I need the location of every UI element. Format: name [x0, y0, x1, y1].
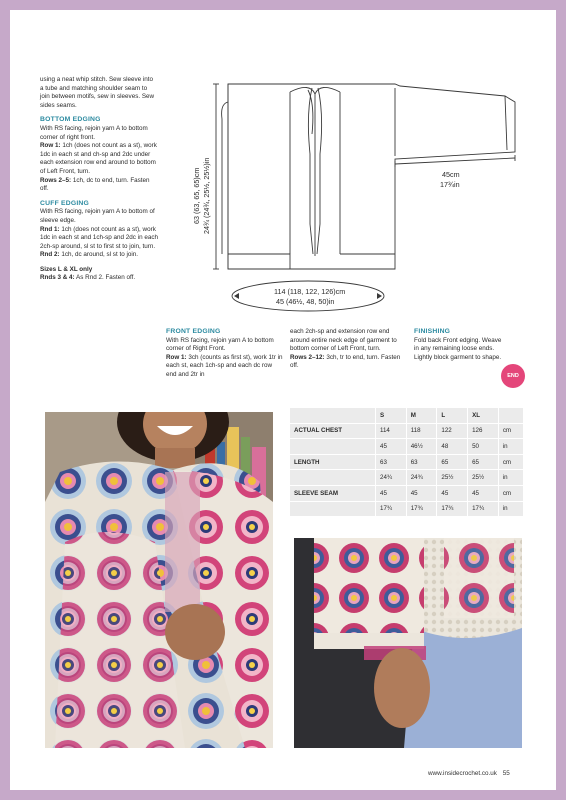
- pattern-column-4: [414, 328, 504, 362]
- table-cell: 48: [437, 439, 468, 454]
- table-cell: 46½: [407, 439, 438, 454]
- sizes-rnds: Rnds 3 & 4: As Rnd 2. Fasten off.: [40, 274, 136, 282]
- table-cell: 45: [407, 486, 438, 501]
- table-cell: 17¾: [407, 502, 438, 517]
- table-cell: in: [499, 502, 524, 517]
- sleeve-in-label: 17¾in: [440, 180, 460, 189]
- chest-in-label: 45 (46½, 48, 50)in: [276, 297, 335, 306]
- size-header-blank: [290, 408, 376, 423]
- pattern-column-2: [166, 328, 284, 380]
- table-cell: [290, 470, 376, 485]
- pattern-column-3: [290, 328, 408, 371]
- size-header-unit: [499, 408, 524, 423]
- front-edging-intro: With RS facing, rejoin yarn A to bottom corner of Right Front.: [166, 336, 274, 353]
- table-cell: 24¾: [407, 470, 438, 485]
- table-cell: ACTUAL CHEST: [290, 424, 376, 439]
- garment-schematic: [180, 74, 520, 319]
- table-cell: cm: [499, 486, 524, 501]
- table-row: [290, 486, 524, 501]
- table-cell: in: [499, 470, 524, 485]
- cuff-edging-rnd2: Rnd 2: 1ch, dc around, sl st to join.: [40, 251, 138, 259]
- chest-cm-label: 114 (118, 122, 126)cm: [274, 287, 346, 296]
- table-cell: 24¾: [376, 470, 407, 485]
- cuff-detail-photo: [294, 538, 522, 748]
- intro-text: using a neat whip stitch. Sew sleeve into a tube and matching shoulder seam to join between motifs, sew in sleeves. Sew sides seams.: [40, 76, 155, 109]
- bottom-edging-intro: With RS facing, rejoin yarn A to bottom corner of right front.: [40, 124, 148, 141]
- length-cm-label: 63 (63, 65, 65)cm: [192, 167, 201, 224]
- size-header-s: S: [376, 408, 407, 423]
- size-header-xl: XL: [468, 408, 499, 423]
- footer-url: www.insidecrochet.co.uk: [428, 770, 497, 777]
- table-cell: 65: [437, 455, 468, 470]
- table-cell: SLEEVE SEAM: [290, 486, 376, 501]
- end-badge: END: [501, 364, 525, 388]
- table-cell: cm: [499, 455, 524, 470]
- table-row: [290, 424, 524, 439]
- cuff-edging-rnd1: Rnd 1: 1ch (does not count as a st), work 1dc in each st and 1ch-sp and 2dc in each 2ch-sp around, sl st to first st to join, turn.: [40, 225, 158, 250]
- front-edging-heading: FRONT EDGING: [166, 328, 221, 335]
- table-cell: 63: [407, 455, 438, 470]
- magazine-page: [10, 10, 556, 790]
- sizes-label: Sizes L & XL only: [40, 265, 93, 273]
- table-cell: [290, 502, 376, 517]
- size-header-m: M: [407, 408, 438, 423]
- front-edging-row1: Row 1: 3ch (counts as first st), work 1tr in each st, each 1ch-sp and each dc row end and 2tr in: [166, 353, 283, 378]
- table-cell: 126: [468, 424, 499, 439]
- cuff-edging-intro: With RS facing, rejoin yarn A to bottom of sleeve edge.: [40, 208, 155, 224]
- table-cell: 45: [437, 486, 468, 501]
- table-cell: 114: [376, 424, 407, 439]
- table-cell: 45: [468, 486, 499, 501]
- table-cell: 65: [468, 455, 499, 470]
- length-in-label: 24¾ (24¾, 25½, 25½)in: [202, 157, 211, 234]
- model-photo-illustration: [45, 412, 273, 748]
- table-cell: 50: [468, 439, 499, 454]
- bottom-edging-row1: Row 1: 1ch (does not count as a st), work 1dc in each st and ch-sp and 2dc under each extension row end around to bottom of Left Front, turn.: [40, 142, 157, 175]
- page-number: 55: [502, 770, 510, 777]
- bottom-edging-rows: Rows 2–5: 1ch, dc to end, turn. Fasten off.: [40, 176, 150, 193]
- size-header-l: L: [437, 408, 468, 423]
- table-cell: 45: [376, 486, 407, 501]
- table-cell: in: [499, 439, 524, 454]
- table-cell: 17¾: [468, 502, 499, 517]
- cuff-photo-illustration: [294, 538, 522, 748]
- sleeve-cm-label: 45cm: [442, 170, 460, 179]
- table-cell: 17¾: [437, 502, 468, 517]
- table-cell: 25½: [437, 470, 468, 485]
- table-row: [290, 439, 524, 454]
- table-cell: cm: [499, 424, 524, 439]
- pattern-column-1: [40, 76, 158, 283]
- front-edging-continued: each 2ch-sp and extension row end around entire neck edge of garment to bottom corner of Left Front, turn.: [290, 328, 397, 353]
- watermark: PassionForum.ru: [466, 780, 541, 790]
- table-cell: 17¾: [376, 502, 407, 517]
- cuff-edging-heading: CUFF EDGING: [40, 199, 90, 207]
- table-cell: [290, 439, 376, 454]
- table-cell: LENGTH: [290, 455, 376, 470]
- table-row: [290, 470, 524, 485]
- page-footer: [428, 770, 510, 777]
- table-cell: 45: [376, 439, 407, 454]
- finishing-text: Fold back Front edging. Weave in any remaining loose ends. Lightly block garment to shape.: [414, 336, 502, 361]
- size-table-header: [290, 408, 524, 423]
- table-cell: 118: [407, 424, 438, 439]
- front-edging-rows: Rows 2–12: 3ch, tr to end, turn. Fasten off.: [290, 353, 401, 370]
- model-photo: [45, 412, 273, 748]
- finishing-heading: FINISHING: [414, 328, 451, 335]
- table-row: [290, 502, 524, 517]
- table-row: [290, 455, 524, 470]
- table-cell: 25½: [468, 470, 499, 485]
- bottom-edging-heading: BOTTOM EDGING: [40, 116, 101, 124]
- table-cell: 122: [437, 424, 468, 439]
- size-table: [290, 407, 524, 517]
- table-cell: 63: [376, 455, 407, 470]
